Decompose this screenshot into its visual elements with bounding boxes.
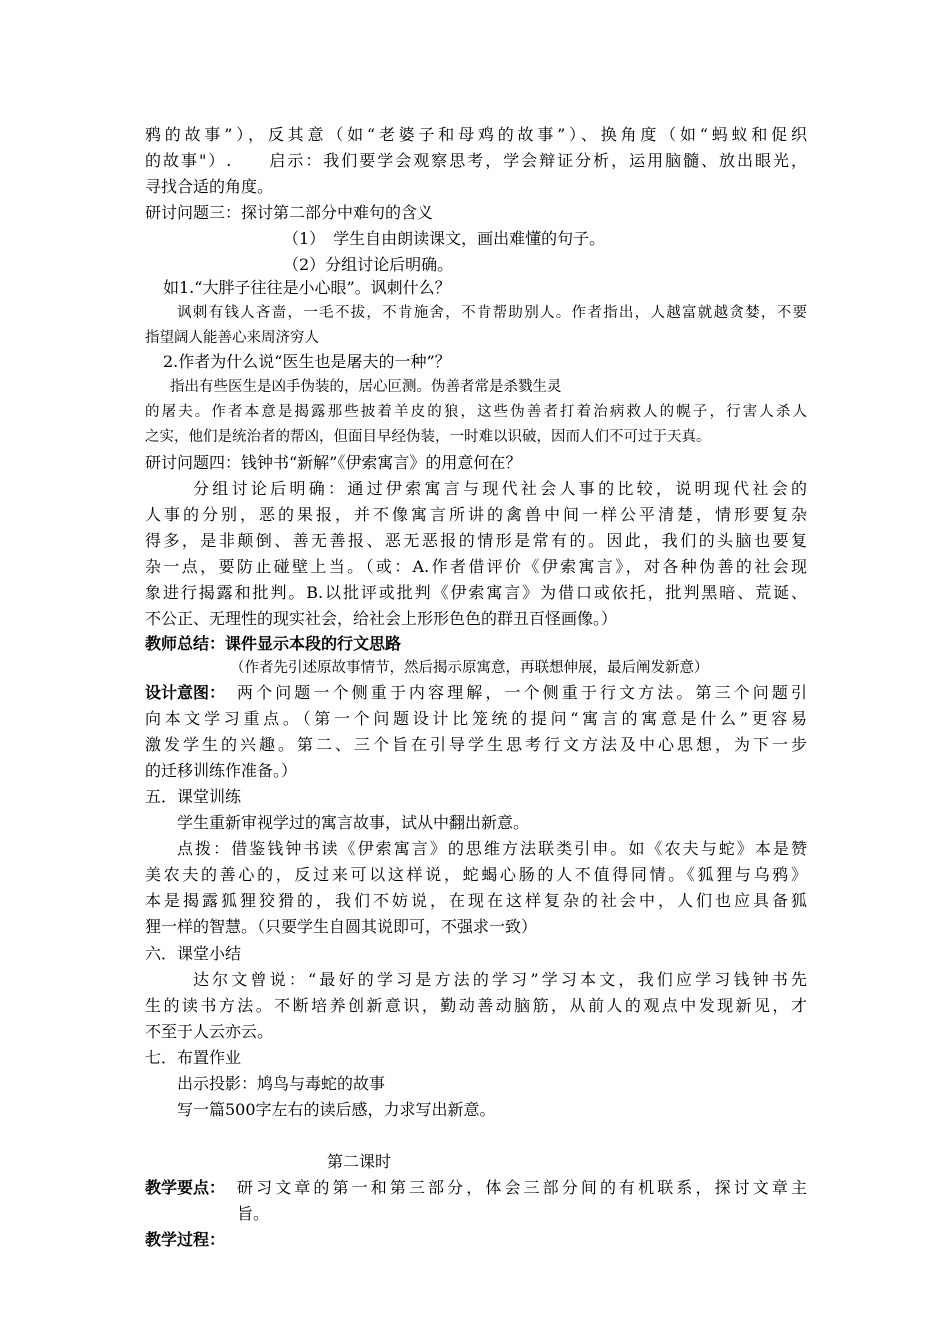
lesson-title: 第二课时: [327, 1152, 392, 1171]
text-line: 写一篇500字左右的读后感，力求写出新意。: [177, 1100, 496, 1119]
text-line: 得多，是非颠倒、善无善报、恶无恶报的情形是常有的。因此，我们的头脑也要复: [145, 531, 807, 550]
text-line: 的屠夫。作者本意是揭露那些披着羊皮的狼，这些伪善者打着治病救人的幌子，行害人杀人: [145, 404, 807, 420]
text-line: 的迁移训练作准备。）: [145, 761, 298, 780]
text-line: 讽刺有钱人吝啬，一毛不拔，不肯施舍，不肯帮助别人。作者指出，人越富就越贪婪，不要: [177, 305, 807, 321]
text-line: 点拨：借鉴钱钟书读《伊索寓言》的思维方法联类引申。如《农夫与蛇》本是赞: [177, 839, 807, 858]
text-line: 如1.“大胖子往往是小心眼”。讽刺什么？: [163, 278, 451, 297]
teacher-summary-heading: 教师总结：课件显示本段的行文思路: [145, 634, 402, 653]
text-line: 指望阔人能善心来周济穷人: [145, 330, 319, 346]
teaching-process-label: 教学过程：: [145, 1230, 226, 1249]
text-line: 鸦的故事”），反其意（如“老婆子和母鸡的故事”）、换角度（如“蚂蚁和促织: [145, 125, 807, 144]
text-line: 激发学生的兴趣。第二、三个旨在引导学生思考行文方法及中心思想，为下一步: [145, 735, 807, 754]
text-line: 杂一点，要防止碰壁上当。（或：A.作者借评价《伊索寓言》，对各种伪善的社会现: [145, 557, 807, 576]
text-line: 2.作者为什么说“医生也是屠夫的一种”？: [163, 352, 451, 371]
text-line: 象进行揭露和批判。B.以批评或批判《伊索寓言》为借口或依托，批判黑暗、荒诞、: [145, 583, 807, 602]
text-line: 人事的分别，恶的果报，并不像寓言所讲的禽兽中间一样公平清楚，情形要复杂: [145, 505, 807, 524]
section-heading: 研讨问题三：探讨第二部分中难句的含义: [145, 203, 434, 222]
text-line: 的故事"）. 启示：我们要学会观察思考，学会辩证分析，运用脑髓、放出眼光，: [145, 151, 807, 170]
text-line: 寻找合适的角度。: [145, 177, 274, 196]
text-line: 不公正、无理性的现实社会，给社会上形形色色的群丑百怪画像。）: [145, 609, 618, 628]
text-line: 旨。: [237, 1204, 270, 1223]
text-line: 向本文学习重点。（第一个问题设计比笼统的提问“寓言的寓意是什么”更容易: [145, 709, 807, 728]
text-line: 出示投影：鸠鸟与毒蛇的故事: [177, 1074, 386, 1093]
section-heading: 研讨问题四：钱钟书“新解”《伊索寓言》的用意何在？: [145, 453, 522, 472]
text-line: （作者先引述原故事情节，然后揭示原寓意，再联想伸展，最后阐发新意）: [230, 660, 709, 676]
teaching-points-label: 教学要点：: [145, 1178, 226, 1197]
section-heading: 五．课堂训练: [145, 787, 242, 806]
text-line: 两个问题一个侧重于内容理解，一个侧重于行文方法。第三个问题引: [237, 683, 807, 702]
text-line: 不至于人云亦云。: [145, 1022, 274, 1041]
text-line: 学生重新审视学过的寓言故事，试从中翻出新意。: [177, 813, 530, 832]
text-line: （1） 学生自由朗读课文，画出难懂的句子。: [283, 229, 606, 248]
text-line: 狸一样的智慧。（只要学生自圆其说即可，不强求一致）: [145, 917, 538, 936]
text-line: （2）分组讨论后明确。: [283, 255, 454, 274]
text-line: 指出有些医生是凶手伪装的，居心叵测。伪善者常是杀戮生灵: [170, 379, 562, 395]
text-line: 研习文章的第一和第三部分，体会三部分间的有机联系，探讨文章主: [237, 1178, 807, 1197]
section-heading: 七．布置作业: [145, 1048, 242, 1067]
text-line: 分组讨论后明确：通过伊索寓言与现代社会人事的比较，说明现代社会的: [193, 479, 807, 498]
design-intent-label: 设计意图：: [145, 683, 226, 702]
text-line: 美农夫的善心的，反过来可以这样说，蛇蝎心肠的人不值得同情。《狐狸与乌鸦》: [145, 865, 807, 884]
section-heading: 六．课堂小结: [145, 944, 242, 963]
text-line: 之实，他们是统治者的帮凶，但面目早经伪装，一时难以识破，因而人们不可过于天真。: [145, 429, 711, 445]
text-line: 达尔文曾说：“最好的学习是方法的学习”学习本文，我们应学习钱钟书先: [193, 970, 807, 989]
text-line: 生的读书方法。不断培养创新意识，勤动善动脑筋，从前人的观点中发现新见，才: [145, 996, 807, 1015]
text-line: 本是揭露狐狸狡猾的，我们不妨说，在现在这样复杂的社会中，人们也应具备狐: [145, 891, 807, 910]
